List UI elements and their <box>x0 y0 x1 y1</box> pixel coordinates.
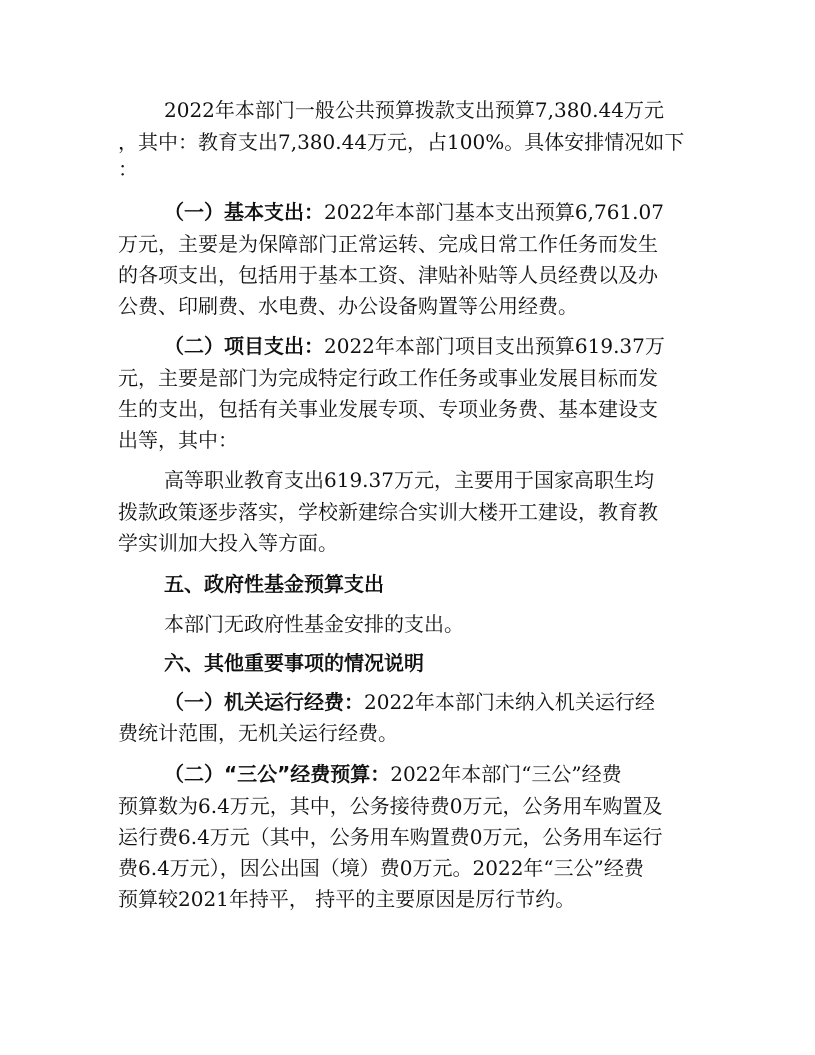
para-project-expenditure-line-3: 生的支出，包括有关事业发展专项、专项业务费、基本建设支 <box>118 397 658 421</box>
para-operating-costs-line-2: 费统计范围，无机关运行经费。 <box>118 721 398 745</box>
three-public-heading: （二）“三公”经费预算： <box>164 762 391 786</box>
para-basic-expenditure-line-1 <box>164 200 664 224</box>
three-public-text: 2022年本部门“三公”经费 <box>390 762 622 786</box>
para-three-public-line-3: 运行费6.4万元（其中，公务用车购置费0万元，公务用车运行 <box>118 825 663 849</box>
para-basic-expenditure-line-2: 万元，主要是为保障部门正常运转、完成日常工作任务而发生 <box>118 232 658 256</box>
para-general-budget-line-2: ，其中：教育支出7,380.44万元，占100%。具体安排情况如下 <box>118 130 685 154</box>
operating-costs-heading: （一）机关运行经费： <box>164 690 364 714</box>
para-basic-expenditure-line-3: 的各项支出，包括用于基本工资、津贴补贴等人员经费以及办 <box>118 263 658 287</box>
para-government-fund: 本部门无政府性基金安排的支出。 <box>164 612 464 636</box>
para-three-public-line-4: 费6.4万元），因公出国（境）费0万元。2022年“三公”经费 <box>118 856 644 880</box>
para-vocational-line-3: 学实训加大投入等方面。 <box>118 531 338 555</box>
basic-expenditure-heading: （一）基本支出： <box>164 200 324 224</box>
para-basic-expenditure-line-4: 公费、印刷费、水电费、办公设备购置等公用经费。 <box>118 294 578 318</box>
project-expenditure-text: 2022年本部门项目支出预算619.37万 <box>324 334 665 358</box>
para-project-expenditure-line-2: 元，主要是部门为完成特定行政工作任务或事业发展目标而发 <box>118 366 658 390</box>
section-heading-government-fund: 五、政府性基金预算支出 <box>164 572 384 596</box>
project-expenditure-heading: （二）项目支出： <box>164 334 324 358</box>
para-three-public-line-1 <box>164 762 622 786</box>
para-project-expenditure-line-1 <box>164 334 665 358</box>
operating-costs-text: 2022年本部门未纳入机关运行经 <box>364 690 655 714</box>
para-operating-costs-line-1 <box>164 690 655 714</box>
para-general-budget-line-1: 2022年本部门一般公共预算拨款支出预算7,380.44万元 <box>164 98 664 122</box>
para-vocational-line-1: 高等职业教育支出619.37万元，主要用于国家高职生均 <box>164 468 654 492</box>
para-project-expenditure-line-4: 出等，其中： <box>118 428 238 452</box>
section-heading-other-matters: 六、其他重要事项的情况说明 <box>164 651 424 675</box>
para-three-public-line-2: 预算数为6.4万元，其中，公务接待费0万元，公务用车购置及 <box>118 794 663 818</box>
para-general-budget-line-3: ： <box>118 157 138 181</box>
basic-expenditure-text: 2022年本部门基本支出预算6,761.07 <box>324 200 664 224</box>
para-vocational-line-2: 拨款政策逐步落实，学校新建综合实训大楼开工建设，教育教 <box>118 500 658 524</box>
para-three-public-line-5: 预算较2021年持平， 持平的主要原因是厉行节约。 <box>118 887 576 911</box>
